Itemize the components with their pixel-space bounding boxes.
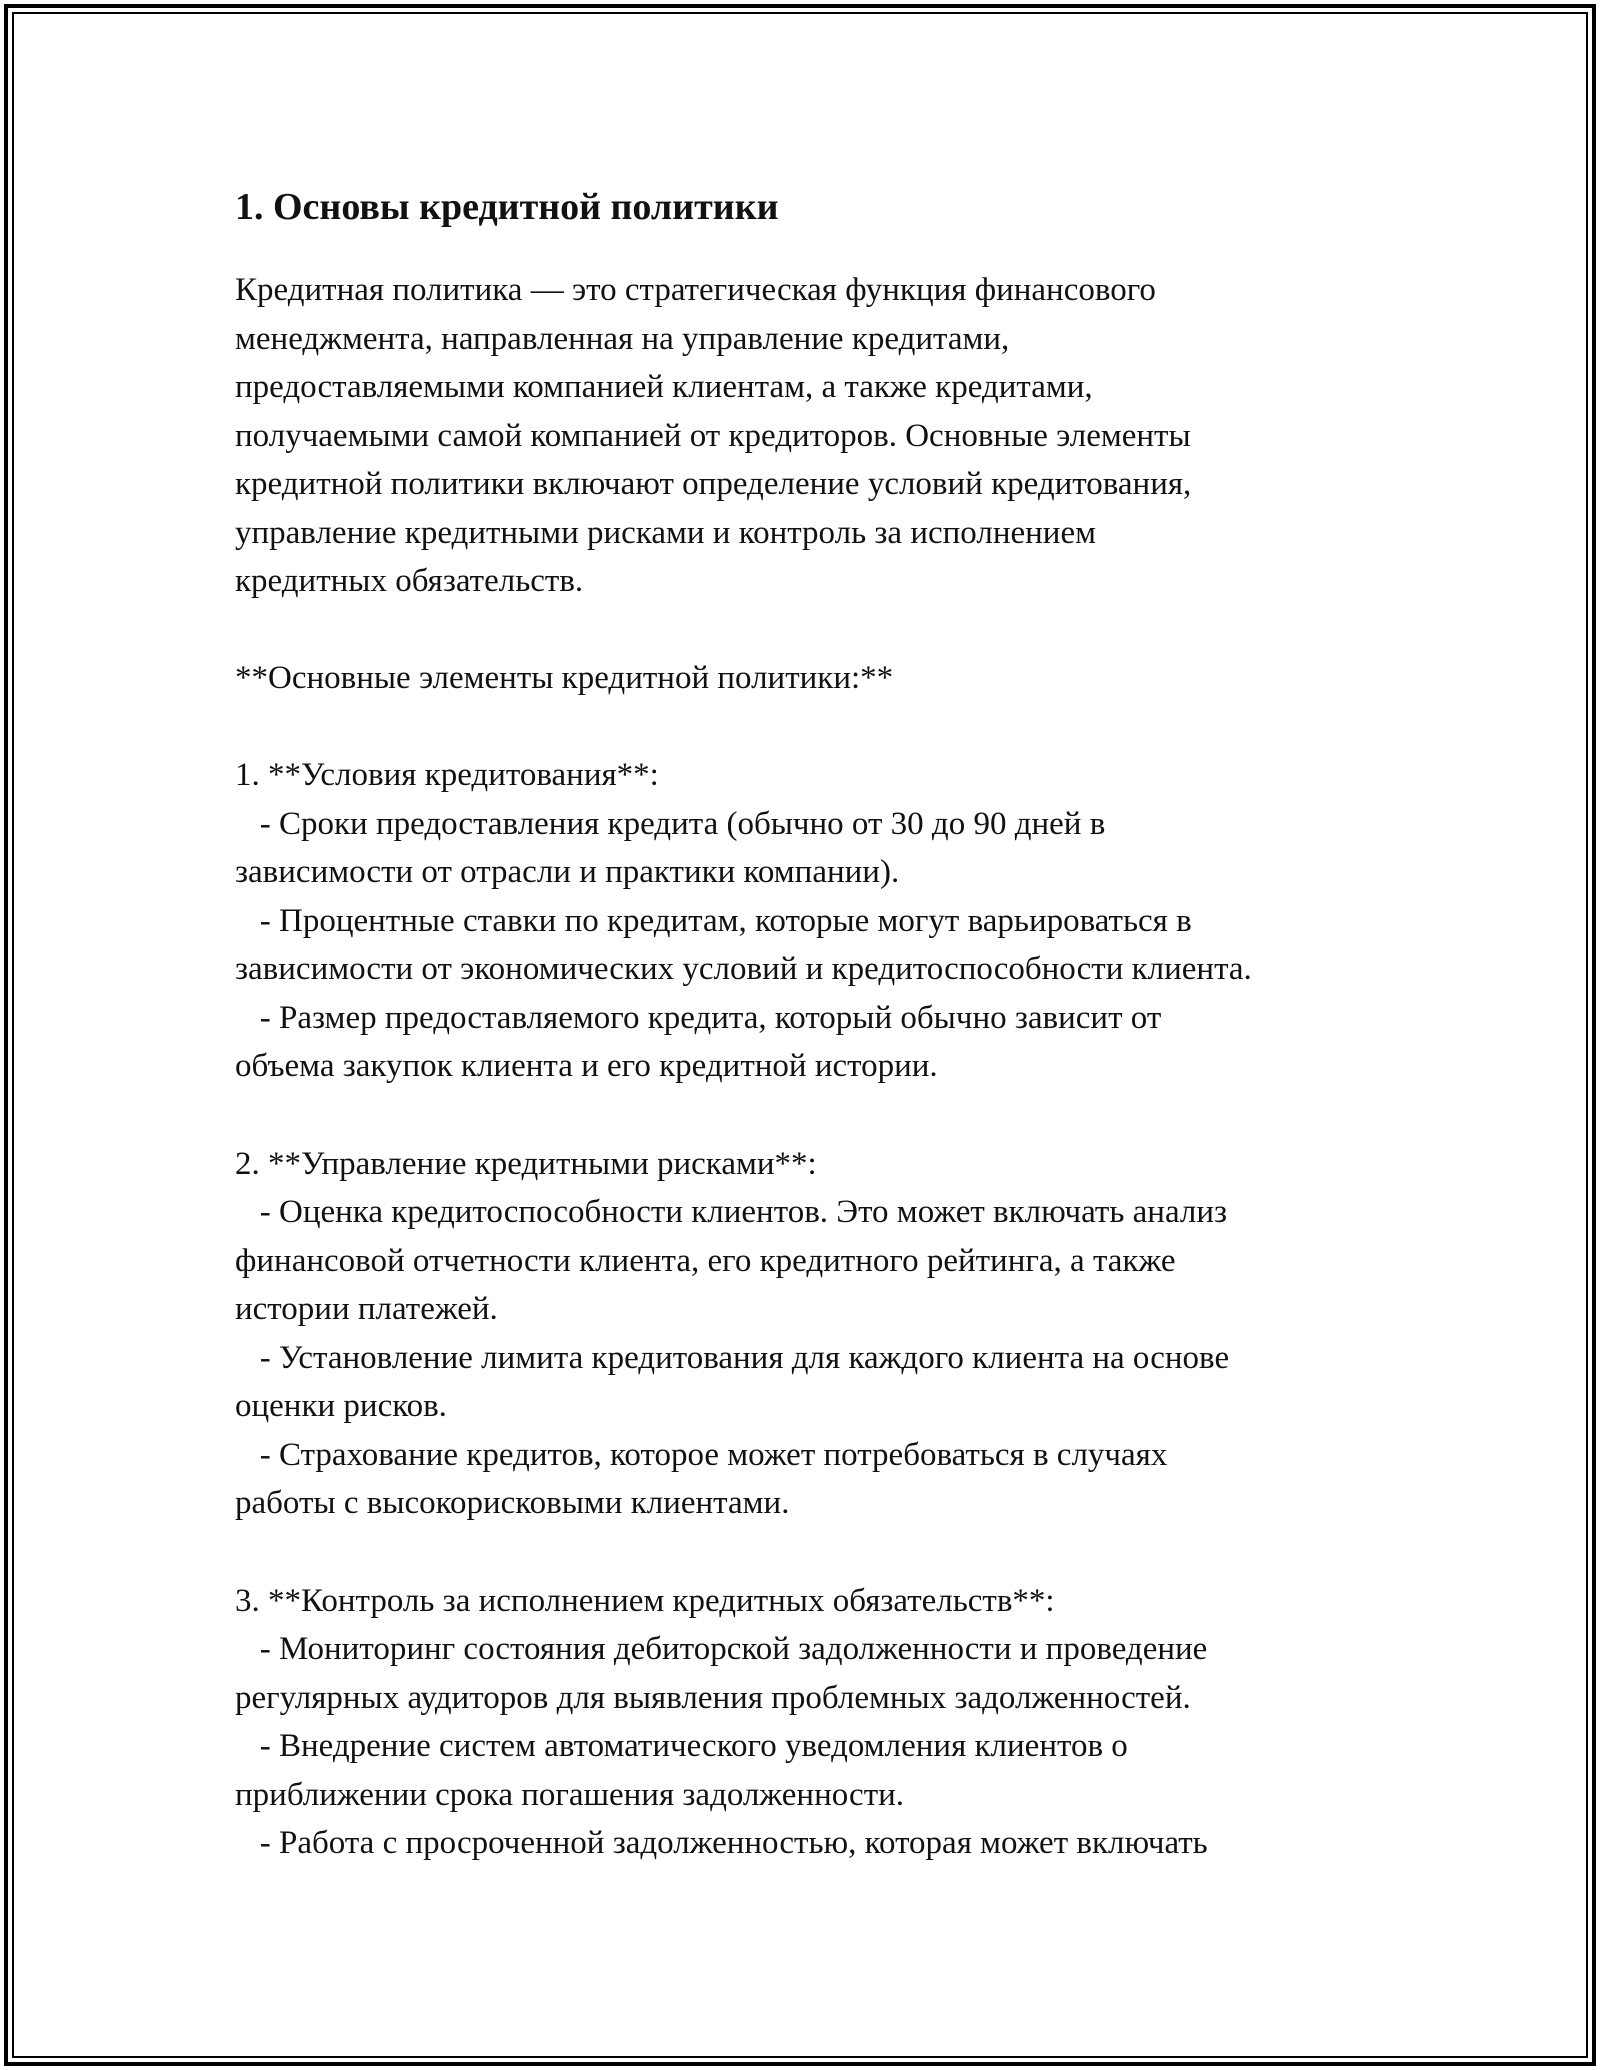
section-heading: 1. Основы кредитной политики bbox=[235, 186, 779, 228]
list-item-credit-terms: 1. **Условия кредитования**: - Сроки предоставления кредита (обычно от 30 до 90 дней в зависимости от отрасли и практики компании). - Процентные ставки по кредитам, которые могут варьироваться в зависимости от экономических условий и кредитоспособности клиента. - Размер предоставляемого кредита, который обычно зависит от объема закупок клиента и его кредитной истории. bbox=[235, 757, 1252, 1084]
list-item-obligation-control: 3. **Контроль за исполнением кредитных обязательств**: - Мониторинг состояния дебиторской задолженности и проведение регулярных аудиторов для выявления проблемных задолженностей. - Внедрение систем автоматического уведомления клиентов о приближении срока погашения задолженности. - Работа с просроченной задолженностью, которая может включать bbox=[235, 1582, 1208, 1861]
document-body bbox=[235, 183, 1405, 1868]
intro-paragraph: Кредитная политика — это стратегическая функция финансового менеджмента, направленная на управление кредитами, предоставляемыми компанией клиентам, а также кредитами, получаемыми самой компанией от кредиторов. Основные элементы кредитной политики включают определение условий кредитования, управление кредитными рисками и контроль за исполнением кредитных обязательств. bbox=[235, 272, 1192, 599]
elements-subheading: **Основные элементы кредитной политики:** bbox=[235, 659, 894, 696]
list-item-risk-management: 2. **Управление кредитными рисками**: - Оценка кредитоспособности клиентов. Это может включать анализ финансовой отчетности клиента, его кредитного рейтинга, а также истории платежей. - Установление лимита кредитования для каждого клиента на основе оценки рисков. - Страхование кредитов, которое может потребоваться в случаях работы с высокорисковыми клиентами. bbox=[235, 1145, 1230, 1521]
